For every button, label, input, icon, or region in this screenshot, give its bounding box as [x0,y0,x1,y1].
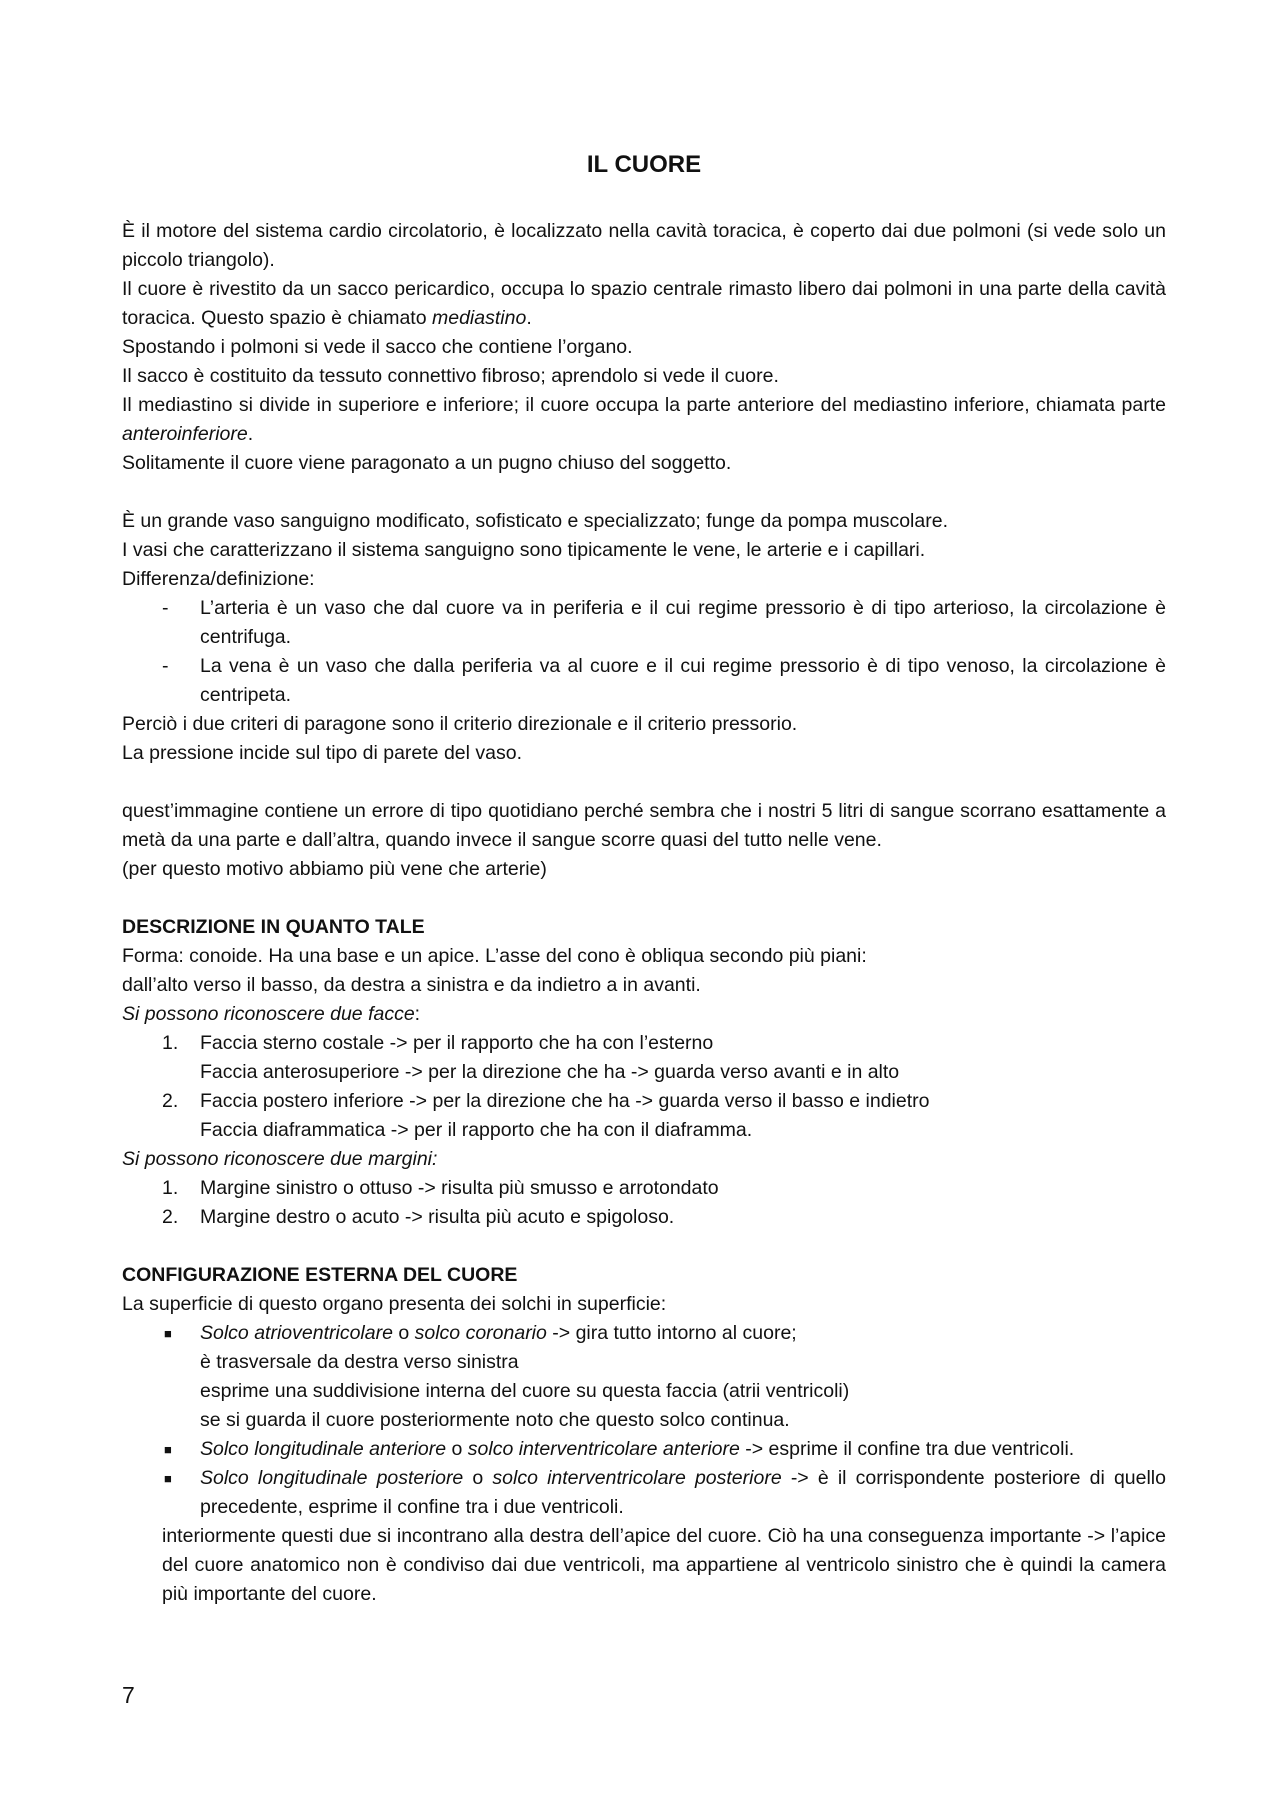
vessels-p5: La pressione incide sul tipo di parete del vaso. [122,742,522,764]
configuration-heading: CONFIGURAZIONE ESTERNA DEL CUORE [122,1264,518,1286]
intro-line-4: Il sacco è costituito da tessuto connettivo fibroso; aprendolo si vede il cuore. [122,365,779,387]
faces-label: Si possono riconoscere due facce: [122,1003,421,1025]
description-heading: DESCRIZIONE IN QUANTO TALE [122,916,425,938]
intro-line-2: Il cuore è rivestito da un sacco pericardico, occupa lo spazio centrale rimasto libero dai polmoni in una parte della cavità toracica. Questo spazio è chiamato mediastino. [122,278,1166,329]
intro-line-1: È il motore del sistema cardio circolatorio, è localizzato nella cavità toracica, è coperto dai due polmoni (si vede solo un piccolo triangolo). [122,220,1166,271]
list-item: - La vena è un vaso che dalla periferia va al cuore e il cui regime pressorio è di tipo venoso, la circolazione è centripeta. [162,655,1166,706]
list-item: ■ Solco longitudinale posteriore o solco interventricolare posteriore -> è il corrispondente posteriore di quello precedente, esprime il confine tra i due ventricoli. [164,1467,1166,1518]
term-anteroinferiore: anteroinferiore [122,423,248,445]
term-mediastino: mediastino [432,307,527,329]
list-item: 1. Faccia sterno costale -> per il rapporto che ha con l’esterno Faccia anterosuperiore -> per la direzione che ha -> guarda verso avanti e in alto [162,1032,900,1083]
faces-list [122,1029,1166,1145]
list-item: 1. Margine sinistro o ottuso -> risulta più smusso e arrotondato [162,1177,719,1199]
intro-line-6: Solitamente il cuore viene paragonato a un pugno chiuso del soggetto. [122,452,732,474]
description-l1: Forma: conoide. Ha una base e un apice. L’asse del cono è obliqua secondo più piani: [122,945,867,967]
list-item: 2. Margine destro o acuto -> risulta più acuto e spigoloso. [162,1206,675,1228]
vessels-p2: I vasi che caratterizzano il sistema sanguigno sono tipicamente le vene, le arterie e i capillari. [122,539,926,561]
document-page [122,150,1166,1609]
intro-line-5: Il mediastino si divide in superiore e inferiore; il cuore occupa la parte anteriore del mediastino inferiore, chiamata parte anteroinferiore. [122,394,1166,445]
list-item: 2. Faccia postero inferiore -> per la direzione che ha -> guarda verso il basso e indietro Faccia diaframmatica -> per il rapporto che ha con il diaframma. [162,1090,930,1141]
configuration-closing: interiormente questi due si incontrano alla destra dell’apice del cuore. Ciò ha una conseguenza importante -> l’apice del cuore anatomico non è condiviso dai due ventricoli, ma appartiene al ventricolo sinistro che è quindi la camera più importante del cuore. [162,1525,1166,1605]
vessels-p4: Perciò i due criteri di paragone sono il criterio direzionale e il criterio pressorio. [122,713,798,735]
vessels-p3: Differenza/definizione: [122,568,315,590]
vessel-definition-list [122,594,1166,710]
image-note-p1: quest’immagine contiene un errore di tipo quotidiano perché sembra che i nostri 5 litri di sangue scorrano esattamente a metà da una parte e dall’altra, quando invece il sangue scorre quasi del tutto nelle vene. [122,800,1166,851]
margins-list [122,1174,1166,1232]
list-item: ■ Solco longitudinale anteriore o solco interventricolare anteriore -> esprime il confine tra due ventricoli. [164,1438,1075,1460]
list-item: - L’arteria è un vaso che dal cuore va in periferia e il cui regime pressorio è di tipo arterioso, la circolazione è centrifuga. [162,597,1166,648]
configuration-intro: La superficie di questo organo presenta dei solchi in superficie: [122,1293,667,1315]
intro-line-3: Spostando i polmoni si vede il sacco che contiene l’organo. [122,336,633,358]
page-number: 7 [122,1682,135,1708]
sulci-list [122,1319,1166,1522]
image-note-p2: (per questo motivo abbiamo più vene che arterie) [122,858,547,880]
page-title: IL CUORE [586,151,702,178]
description-l2: dall’alto verso il basso, da destra a sinistra e da indietro a in avanti. [122,974,701,996]
margins-label: Si possono riconoscere due margini: [122,1148,438,1170]
vessels-p1: È un grande vaso sanguigno modificato, sofisticato e specializzato; funge da pompa muscolare. [122,510,948,532]
list-item: ■ Solco atrioventricolare o solco coronario -> gira tutto intorno al cuore; è trasversale da destra verso sinistra esprime una suddivisione interna del cuore su questa faccia (atrii ventricoli) se si guarda il cuore posteriormente noto che questo solco continua. [164,1322,850,1431]
